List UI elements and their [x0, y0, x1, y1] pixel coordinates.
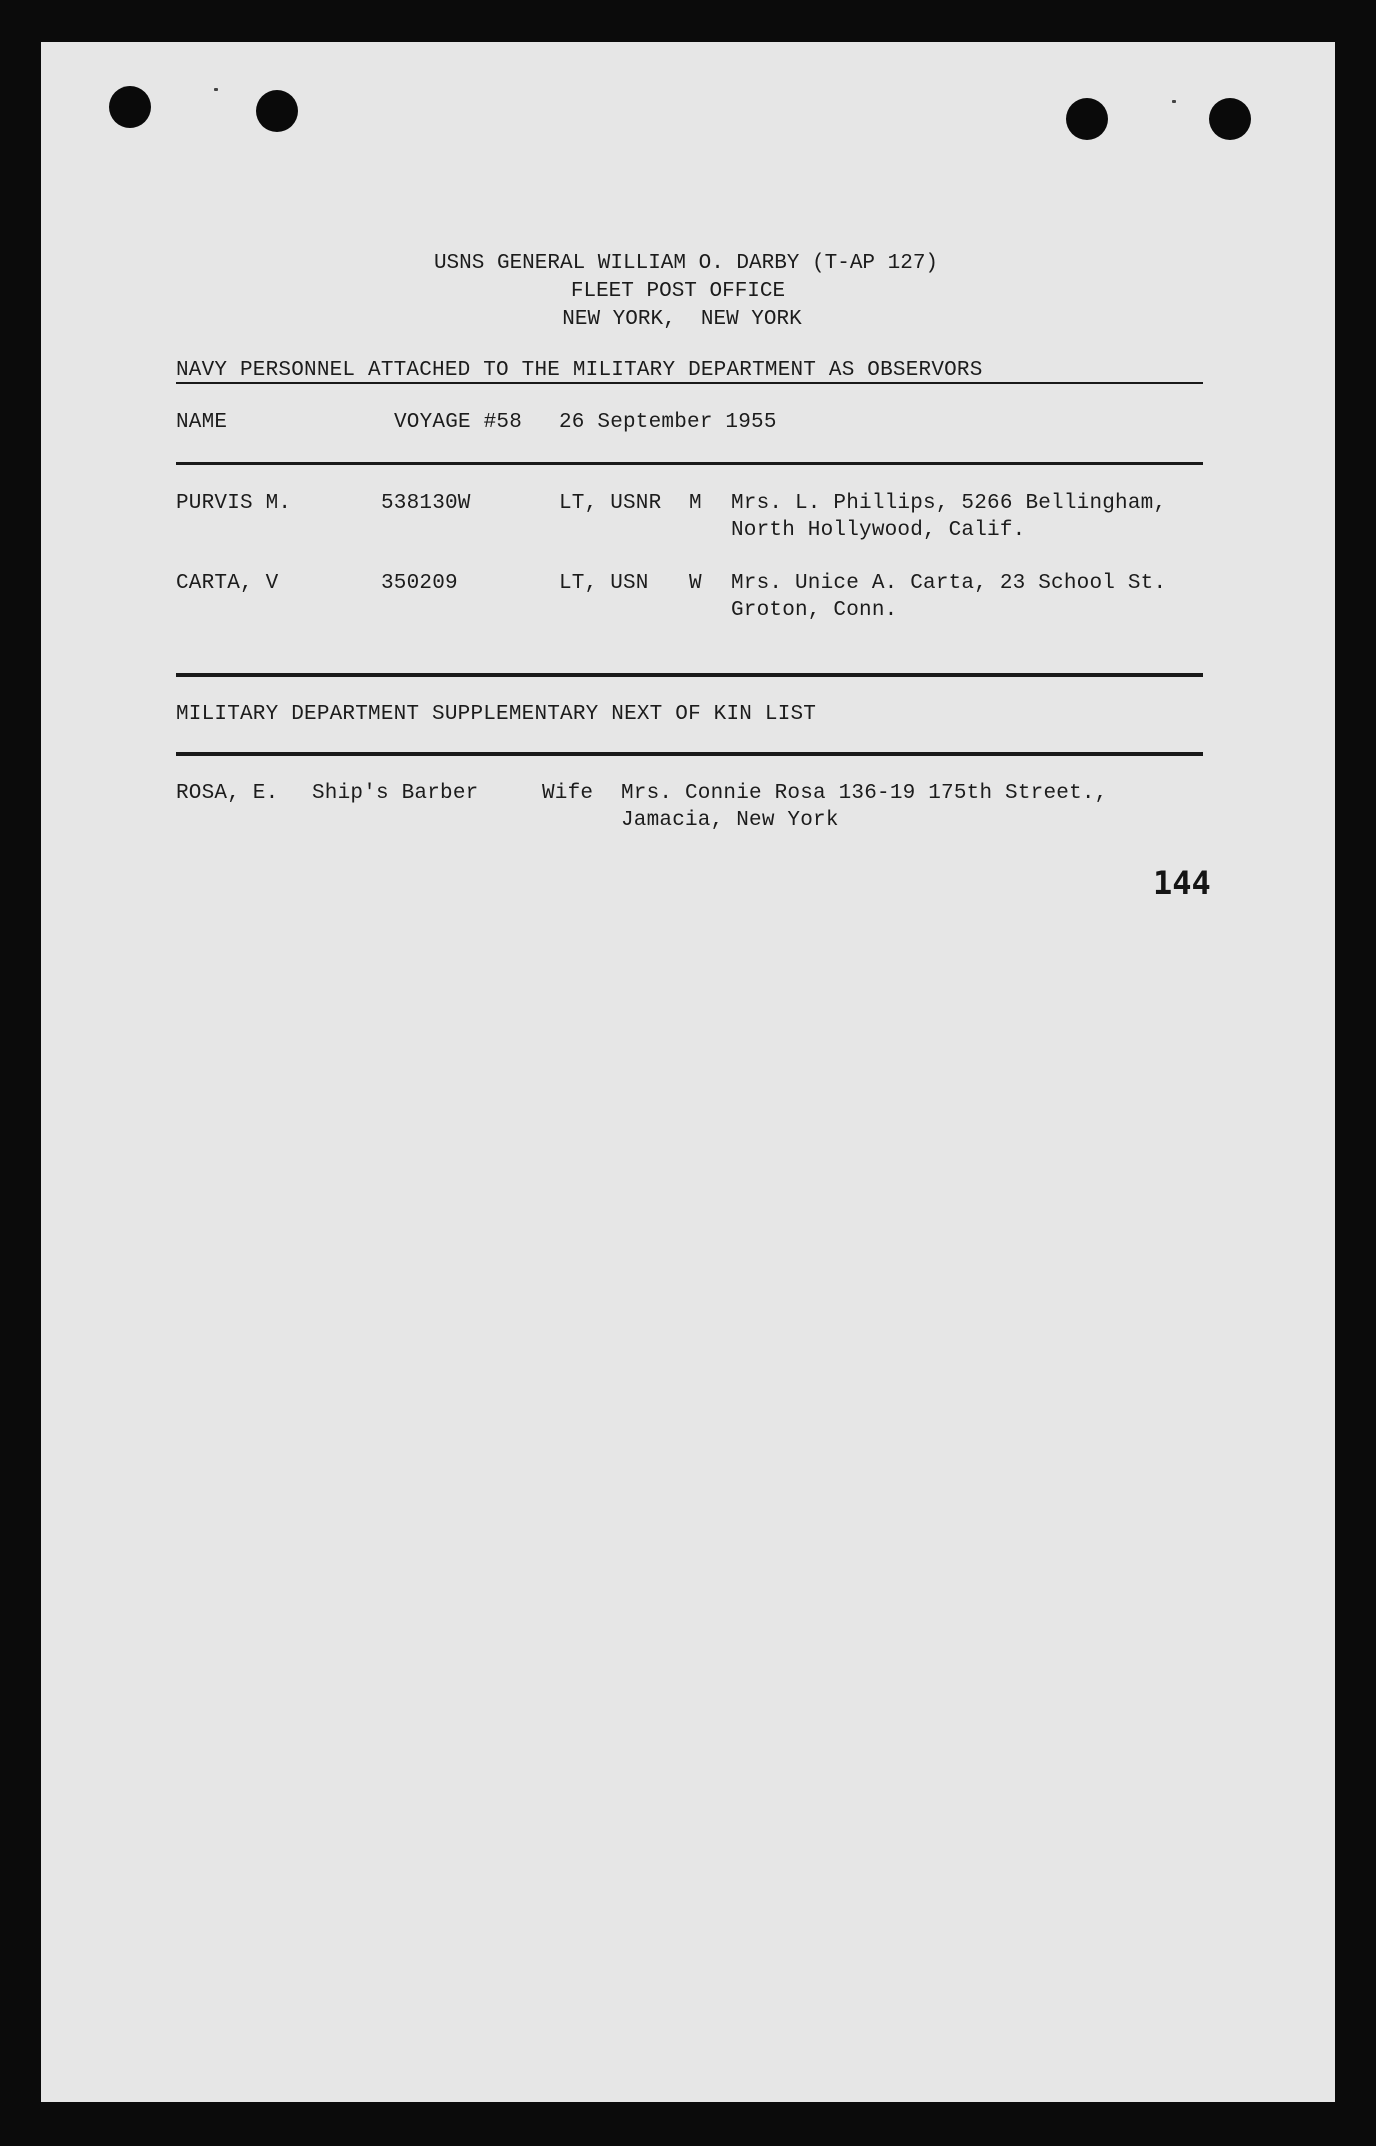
voyage-number: VOYAGE #58 [394, 411, 523, 434]
service-number: 538130W [381, 492, 471, 515]
next-of-kin-address-cont: Jamacia, New York [621, 809, 839, 832]
page-number: 144 [1153, 864, 1211, 902]
punch-hole [109, 86, 151, 128]
relation: Wife [542, 782, 594, 805]
person-name: CARTA, V [176, 572, 279, 595]
rank: LT, USNR [559, 492, 662, 515]
section2-title-rule [176, 752, 1203, 756]
relation: W [689, 572, 702, 595]
punch-hole [1066, 98, 1108, 140]
paper-speck [1172, 100, 1176, 103]
service-number: 350209 [381, 572, 458, 595]
next-of-kin-address: Mrs. L. Phillips, 5266 Bellingham, [731, 492, 1167, 515]
punch-hole [256, 90, 298, 132]
paper-speck [214, 88, 218, 91]
rank: LT, USN [559, 572, 649, 595]
header-post-office: FLEET POST OFFICE [570, 280, 786, 303]
header-city: NEW YORK, NEW YORK [562, 308, 802, 331]
next-of-kin-address-cont: North Hollywood, Calif. [731, 519, 1026, 542]
person-name: ROSA, E. [176, 782, 279, 805]
section1-header-rule [176, 462, 1203, 465]
punch-hole [1209, 98, 1251, 140]
person-name: PURVIS M. [176, 492, 292, 515]
position: Ship's Barber [312, 782, 479, 805]
relation: M [689, 492, 702, 515]
column-header-name: NAME [176, 411, 228, 434]
voyage-date: 26 September 1955 [559, 411, 777, 434]
next-of-kin-address: Mrs. Unice A. Carta, 23 School St. [731, 572, 1167, 595]
section-divider-rule [176, 673, 1203, 677]
next-of-kin-address-cont: Groton, Conn. [731, 599, 898, 622]
section1-title-rule [176, 382, 1203, 384]
section1-title: NAVY PERSONNEL ATTACHED TO THE MILITARY DEPARTMENT AS OBSERVORS [176, 359, 983, 382]
header-ship-name: USNS GENERAL WILLIAM O. DARBY (T-AP 127) [433, 252, 939, 275]
next-of-kin-address: Mrs. Connie Rosa 136-19 175th Street., [621, 782, 1108, 805]
section2-title: MILITARY DEPARTMENT SUPPLEMENTARY NEXT OF KIN LIST [176, 703, 817, 726]
document-page [41, 42, 1335, 2102]
